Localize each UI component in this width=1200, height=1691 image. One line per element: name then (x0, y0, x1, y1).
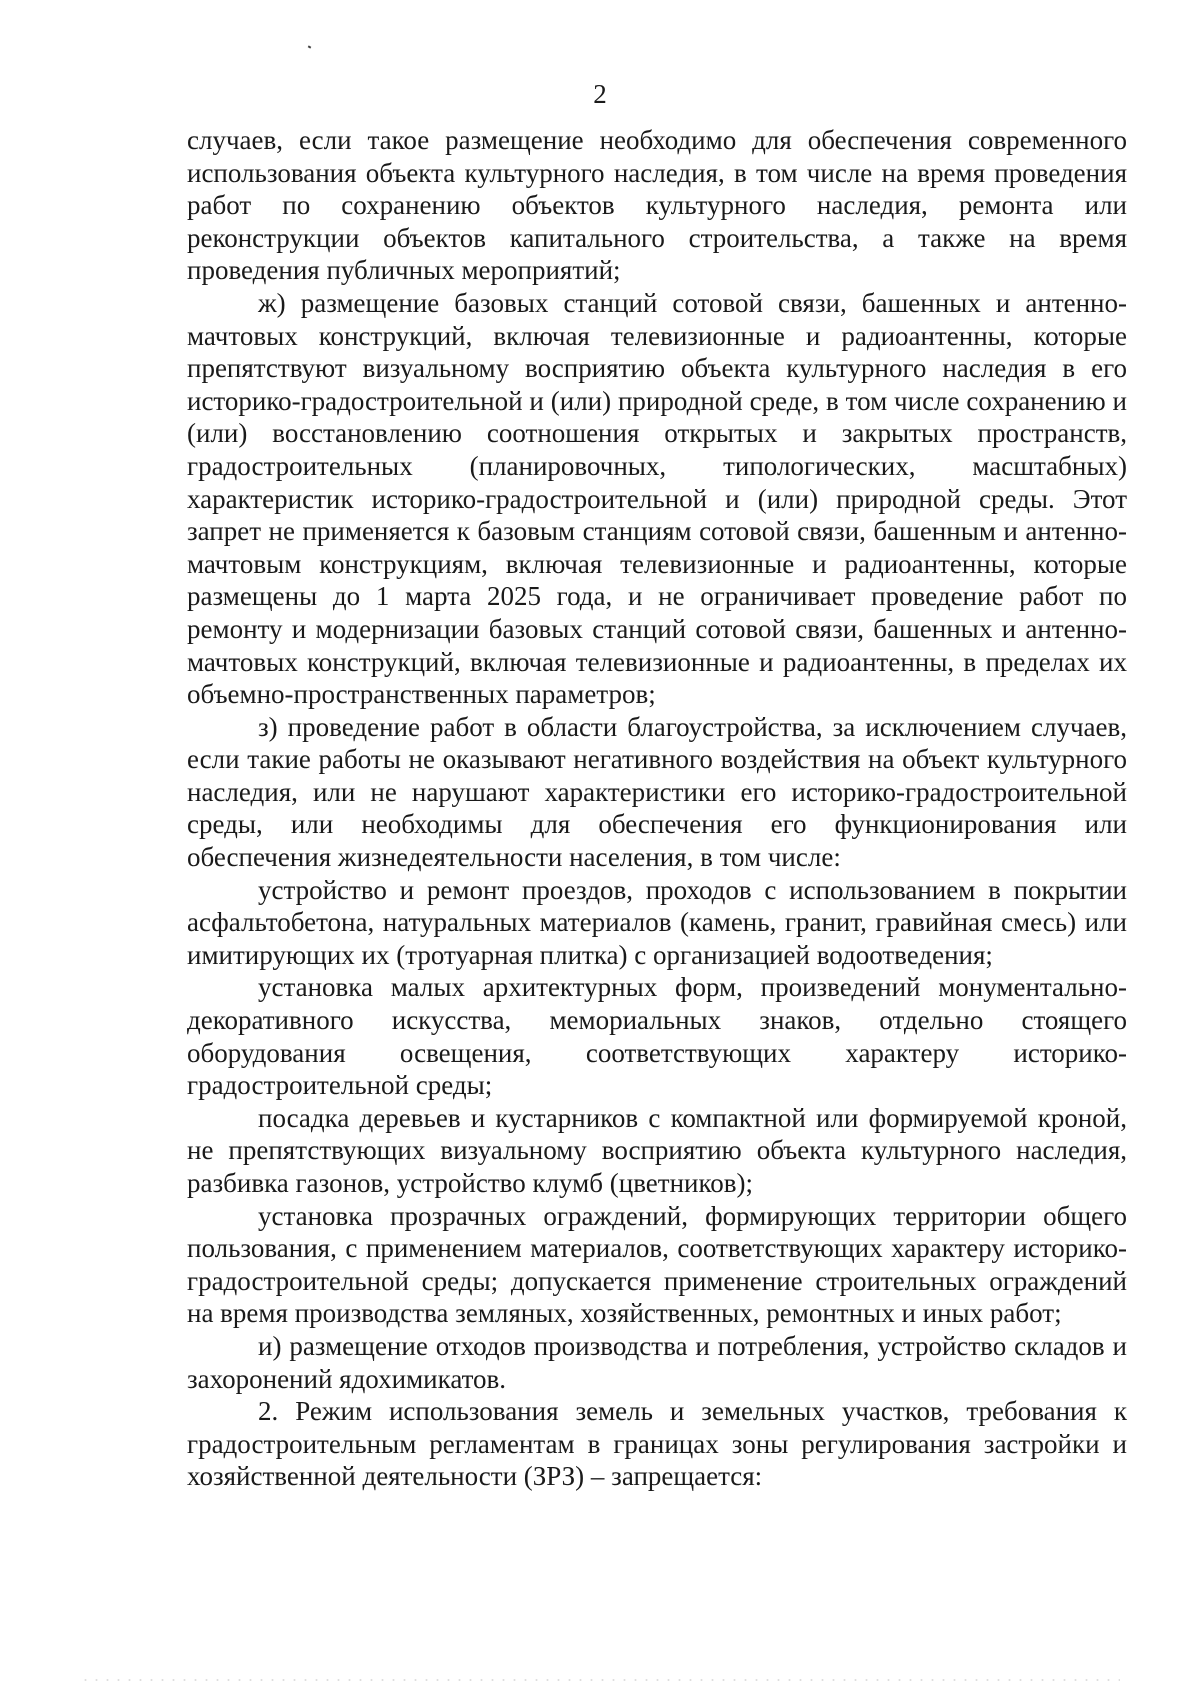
paragraph-item-zh: ж) размещение базовых станций сотовой связи, башенных и антенно-мачтовых конструкций, включая телевизионные и радиоантенны, которые препятствуют визуальному восприятию объекта культурного наследия в его историко-градостроительной и (или) природной среде, в том числе сохранению и (или) восстановлению соотношения открытых и закрытых пространств, градостроительных (планировочных, типологических, масштабных) характеристик историко-градостроительной и (или) природной среды. Этот запрет не применяется к базовым станциям сотовой связи, башенным и антенно-мачтовым конструкциям, включая телевизионные и радиоантенны, которые размещены до 1 марта 2025 года, и не ограничивает проведение работ по ремонту и модернизации базовых станций сотовой связи, башенных и антенно-мачтовых конструкций, включая телевизионные и радиоантенны, в пределах их объемно-пространственных параметров; (187, 287, 1127, 710)
paragraph-roads: устройство и ремонт проездов, проходов с использованием в покрытии асфальтобетона, натуральных материалов (камень, гранит, гравийная смесь) или имитирующих их (тротуарная плитка) с организацией водоотведения; (187, 874, 1127, 970)
paragraph-continuation: случаев, если такое размещение необходимо для обеспечения современного использования объекта культурного наследия, в том числе на время проведения работ по сохранению объектов культурного наследия, ремонта или реконструкции объектов капитального строительства, а также на время проведения публичных мероприятий; (187, 125, 1127, 286)
page-number: 2 (593, 79, 607, 109)
scan-speck (308, 45, 312, 48)
paragraph-section-2: 2. Режим использования земель и земельных участков, требования к градостроительным регламентам в границах зоны регулирования застройки и хозяйственной деятельности (ЗРЗ) – запрещается: (187, 1396, 1127, 1492)
body-text (187, 124, 1127, 1493)
scan-artifact-dots (80, 1678, 1120, 1682)
paragraph-item-i: и) размещение отходов производства и потребления, устройство складов и захоронений ядохимикатов. (187, 1330, 1127, 1394)
paragraph-fences: установка прозрачных ограждений, формирующих территории общего пользования, с применением материалов, соответствующих характеру историко-градостроительной среды; допускается применение строительных ограждений на время производства земляных, хозяйственных, ремонтных и иных работ; (187, 1200, 1127, 1329)
paragraph-planting: посадка деревьев и кустарников с компактной или формируемой кроной, не препятствующих визуальному восприятию объекта культурного наследия, разбивка газонов, устройство клумб (цветников); (187, 1102, 1127, 1198)
paragraph-small-forms: установка малых архитектурных форм, произведений монументально-декоративного искусства, мемориальных знаков, отдельно стоящего оборудования освещения, соответствующих характеру историко-градостроительной среды; (187, 972, 1127, 1101)
paragraph-item-z: з) проведение работ в области благоустройства, за исключением случаев, если такие работы не оказывают негативного воздействия на объект культурного наследия, или не нарушают характеристики его историко-градостроительной среды, или необходимы для обеспечения его функционирования или обеспечения жизнедеятельности населения, в том числе: (187, 711, 1127, 873)
